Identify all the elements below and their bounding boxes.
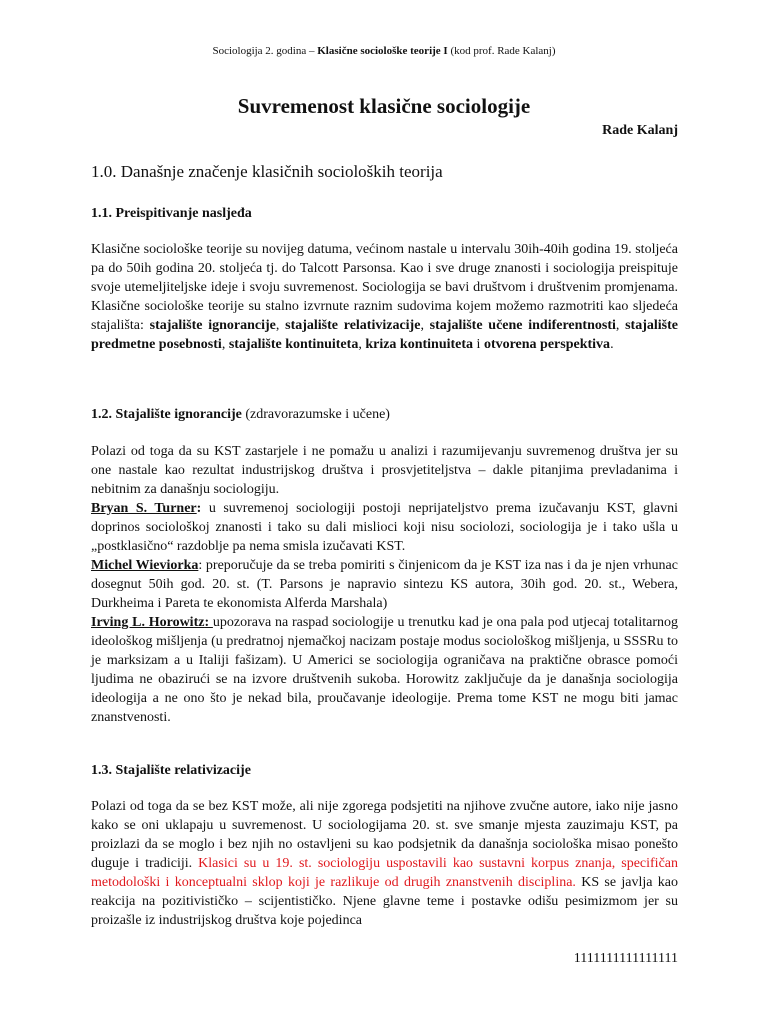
horowitz-text: upozorava na raspad sociologije u trenutku kad je ona pala pod utjecaj totalitarnog ideološkog mišljenja (u predratnoj njemačkoj nacizam postaje modus sociološkog mišljenja, u SSSRu to je marksizam a u Italiji fašizam). U Americi se sociologija ograničava na praktične obrasce pomoći ljudima ne obazirući se na izvore društvenih sukoba. Horowitz zaključuje da je današnja sociologija ideologija a ne ono što je nekad bila, proučavanje ideologije. Prema tome KST ne mogu biti jamac znanstvenosti. [91,615,678,725]
highlighted-text: Klasici su u 19. st. sociologiju uspostavili kao sustavni korpus znanja, specifičan metodološki i konceptualni sklop koji je razlikuje od drugih znanstvenih disciplina. [91,856,678,890]
bold-term: stajalište kontinuiteta [228,337,359,352]
bold-term: stajalište relativizacije [285,318,421,333]
header-course: Klasične sociološke teorije I [317,45,448,57]
separator: , [221,337,229,352]
paragraph-intro: Polazi od toga da su KST zastarjele i ne pomažu u analizi i razumijevanju suvremenog društva jer su one nastale kao rezultat industrijskog društva i prosvjetiteljstva – dakle pitanjima prevladanima i nebitnim za današnju sociologiju. [91,444,678,497]
header-suffix: (kod prof. Rade Kalanj) [447,45,556,57]
paragraph-text: Klasične sociološke teorije su novijeg datuma, većinom nastale u intervalu 30ih-40ih godina 19. stoljeća pa do 50ih godina 20. stoljeća tj. do Talcott Parsonsa. Kao i sve druge znanosti i sociologija preispituje svoje utemeljiteljske ideje i svoju suvremenost. Sociologija se bavi društvom i društvenim promjenama. Klasične sociološke teorije su stalno izvrnute raznim sudovima kojem možemo razmotriti kao sljedeća stajališta: [91,242,678,333]
section-heading: 1.0. Današnje značenje klasičnih socioloških teorija [91,162,443,181]
separator: : [196,501,202,516]
paragraph-text-continued: KS se javlja kao reakcija na pozitivističko – scijentističko. Njene glavne teme i postavke odišu pesimizmom jer su proizašle iz industrijskog društva koje pojedinca [91,875,678,928]
subsection-1-2-heading [91,407,390,423]
subsection-1-3-heading: 1.3. Stajalište relativizacije [91,763,251,778]
separator: . [610,337,614,352]
author-reference-horowitz: Irving L. Horowitz [91,615,205,630]
subsection-1-1-paragraph [91,240,678,354]
author-reference-wieviorka: Michel Wieviorka [91,558,199,573]
author-reference-turner: Bryan S. Turner [91,501,197,516]
heading-note: (zdravorazumske i učene) [241,407,390,422]
author-name: Rade Kalanj [602,123,678,138]
heading-text: 1.2. Stajalište ignorancije [91,407,242,422]
document-title: Suvremenost klasične sociologije [237,94,531,118]
separator: i [473,337,484,352]
bold-term: stajalište ignorancije [149,318,276,333]
bold-term: otvorena perspektiva [483,337,611,352]
subsection-1-2-paragraph [91,442,678,727]
header-prefix: Sociologija 2. godina – [212,45,318,57]
bold-term: stajalište predmetne posebnosti [91,318,678,352]
separator: , [275,318,286,333]
page-number: 1111111111111111 [573,951,678,966]
separator: , [615,318,626,333]
paragraph-text: Polazi od toga da se bez KST može, ali nije zgorega podsjetiti na njihove zvučne autore, iako nije jasno kako se oni uklapaju u suvremenost. U sociologijama 20. st. sve smanje mjesta zauzimaju KST, pa proizlazi da se moglo i bez njih no ostavljeni su kao podsjetnik da današnja sociološka misao ponešto duguje i tradiciji. [91,799,678,871]
running-header [0,45,768,57]
bold-term: stajalište učene indiferentnosti [429,318,616,333]
subsection-1-1-heading: 1.1. Preispitivanje nasljeđa [91,206,252,221]
bold-term: kriza kontinuiteta [365,337,474,352]
separator: , [358,337,366,352]
separator: , [420,318,430,333]
separator: : [204,615,213,630]
subsection-1-3-paragraph [91,797,678,930]
wieviorka-text: : preporučuje da se treba pomiriti s činjenicom da je KST iza nas i da je njen vrhunac dosegnut 50ih god. 20. st. (T. Parsons je napravio sintezu KS autora, 30ih god. 20. st., Webera, Durkheima i Pareta te ekonomista Alferda Marshala) [91,558,678,611]
turner-text: u suvremenoj sociologiji postoji neprijateljstvo prema izučavanju KST, glavni doprinos sociološkoj znanosti i tako su dali mislioci koji nisu sociolozi, sociologija je i tako ušla u „postklasično“ razdoblje pa nema smisla izučavati KST. [91,501,679,554]
